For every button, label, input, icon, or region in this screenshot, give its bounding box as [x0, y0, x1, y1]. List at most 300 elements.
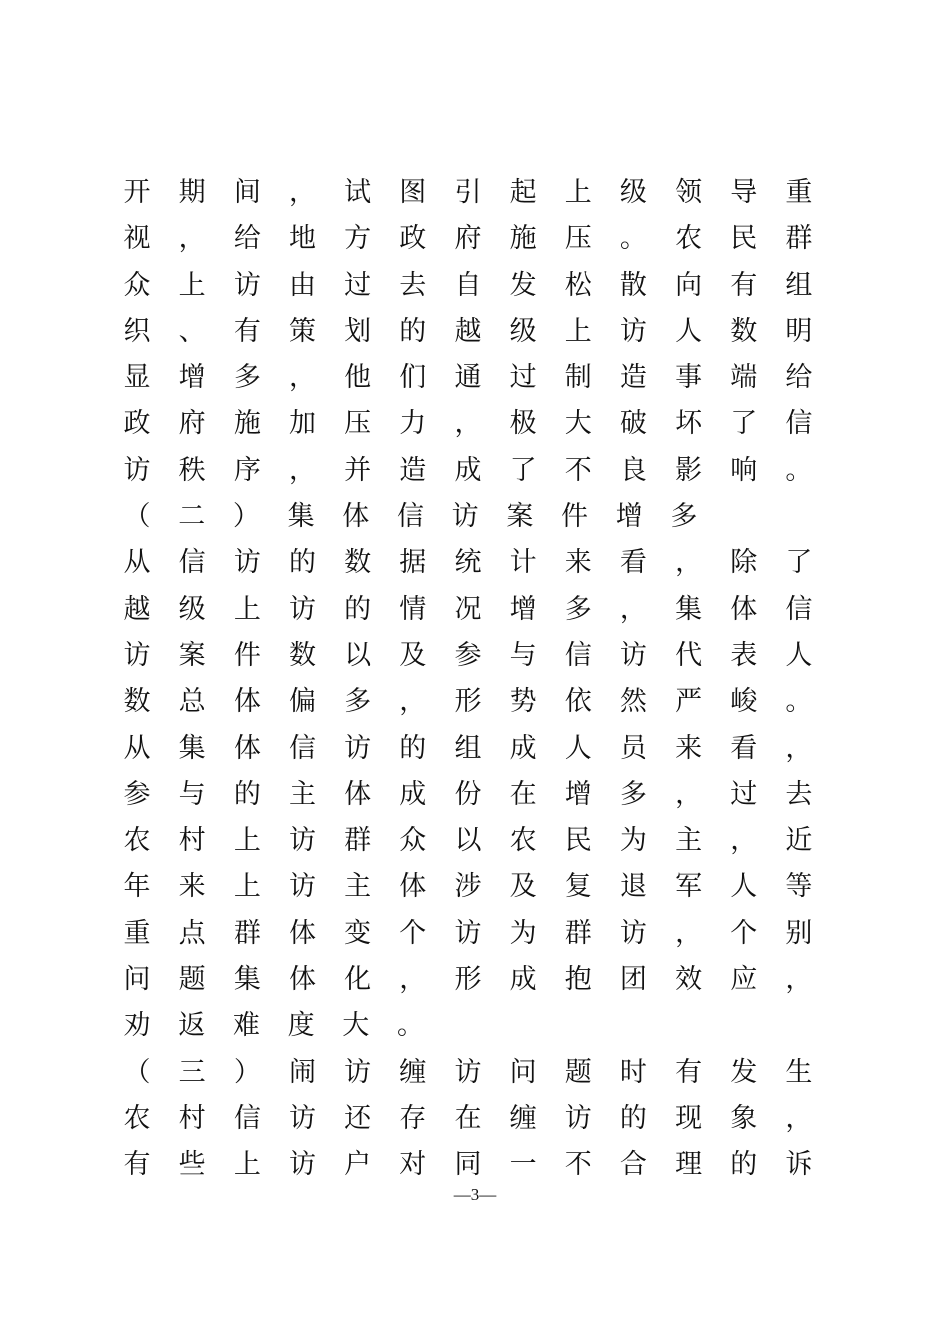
text-char: 成 [509, 964, 537, 996]
text-char: 群 [785, 223, 813, 255]
text-line [123, 401, 813, 447]
text-char: 政 [123, 408, 151, 440]
text-char: 农 [123, 1102, 151, 1134]
text-char: ， [288, 177, 316, 208]
text-char: 数 [123, 686, 151, 718]
text-char: 破 [619, 408, 647, 440]
text-char: 件 [233, 639, 261, 671]
text-char: 为 [619, 825, 647, 857]
text-char: 民 [564, 825, 592, 857]
text-char: 去 [785, 778, 813, 810]
text-char: 多 [233, 362, 261, 394]
text-char: 人 [785, 639, 813, 671]
text-char: 况 [454, 593, 482, 625]
text-char: 个 [730, 917, 758, 949]
text-char: 织 [123, 315, 151, 347]
text-char: 为 [509, 917, 537, 949]
text-char: 形 [454, 964, 482, 996]
text-char: 信 [233, 1102, 261, 1134]
text-char: 的 [399, 732, 427, 764]
text-char: 访 [288, 593, 316, 625]
text-char: 访 [123, 639, 151, 671]
text-char: 信 [564, 639, 592, 671]
text-char: 过 [344, 269, 372, 301]
text-char: 过 [730, 778, 758, 810]
text-char: （ [123, 501, 151, 533]
text-char: 起 [509, 177, 537, 208]
text-char: 响 [730, 454, 758, 486]
text-char: ， [454, 408, 482, 440]
text-char: 大 [564, 408, 592, 440]
text-char: 效 [675, 964, 703, 996]
text-char: 。 [619, 223, 647, 255]
text-char: 力 [399, 408, 427, 440]
text-char: 由 [288, 269, 316, 301]
text-char: 通 [454, 362, 482, 394]
text-char: ） [232, 501, 260, 533]
text-char: 越 [123, 593, 151, 625]
text-char: 了 [730, 408, 758, 440]
text-char: 了 [785, 547, 813, 579]
text-char: 及 [509, 871, 537, 903]
text-char: 成 [454, 454, 482, 486]
text-char: 去 [399, 269, 427, 301]
text-char: 偏 [288, 686, 316, 718]
text-char: 集 [233, 964, 261, 996]
text-char: 度 [287, 1010, 315, 1042]
text-char: 不 [564, 454, 592, 486]
text-char: 开 [123, 177, 151, 208]
text-char: 群 [233, 917, 261, 949]
text-char: ， [178, 223, 206, 255]
text-char: 应 [730, 964, 758, 996]
text-char: 户 [344, 1149, 372, 1181]
text-char: 个 [399, 917, 427, 949]
text-char: 压 [564, 223, 592, 255]
text-char: 难 [232, 1010, 260, 1042]
text-char: 势 [509, 686, 537, 718]
text-char: 间 [233, 177, 261, 208]
text-char: 。 [785, 686, 813, 718]
text-char: （ [123, 1056, 151, 1088]
text-char: 们 [399, 362, 427, 394]
text-char: 数 [730, 315, 758, 347]
text-line [123, 494, 813, 540]
text-line [123, 864, 813, 910]
text-char: 多 [344, 686, 372, 718]
text-char: 众 [123, 269, 151, 301]
text-char: 除 [730, 547, 758, 579]
text-char: 试 [344, 177, 372, 208]
text-char: 参 [123, 778, 151, 810]
text-char: 图 [399, 177, 427, 208]
text-char: 的 [344, 593, 372, 625]
text-char: 近 [785, 825, 813, 857]
text-char: 划 [344, 315, 372, 347]
text-char: ， [785, 964, 813, 996]
text-char: 别 [785, 917, 813, 949]
text-char: 返 [178, 1010, 206, 1042]
text-char: 明 [785, 315, 813, 347]
text-char: 有 [233, 315, 261, 347]
text-char: 良 [619, 454, 647, 486]
text-char: 村 [178, 825, 206, 857]
text-line [123, 448, 813, 494]
text-char: 组 [454, 732, 482, 764]
text-char: 大 [342, 1010, 370, 1042]
text-char: 数 [344, 547, 372, 579]
text-line [123, 1142, 813, 1188]
text-char: 象 [730, 1102, 758, 1134]
text-char: 有 [730, 269, 758, 301]
text-char: 松 [564, 269, 592, 301]
text-char: 重 [123, 917, 151, 949]
text-char: 人 [564, 732, 592, 764]
text-char: 体 [288, 964, 316, 996]
text-char: 计 [509, 547, 537, 579]
text-char: ， [288, 454, 316, 486]
text-char: 造 [399, 454, 427, 486]
text-char: 自 [454, 269, 482, 301]
text-char: 多 [564, 593, 592, 625]
text-char: 等 [785, 871, 813, 903]
text-char: 访 [344, 1056, 372, 1088]
text-line [123, 772, 813, 818]
text-char: 了 [509, 454, 537, 486]
text-char: 策 [288, 315, 316, 347]
text-char: 体 [730, 593, 758, 625]
text-char: 主 [675, 825, 703, 857]
text-char: 上 [233, 825, 261, 857]
text-char: 的 [619, 1102, 647, 1134]
text-char: 显 [123, 362, 151, 394]
text-char: 领 [675, 177, 703, 208]
text-char: 抱 [564, 964, 592, 996]
text-line [123, 1050, 813, 1096]
text-char: 上 [564, 315, 592, 347]
text-char: 制 [564, 362, 592, 394]
text-char: 同 [454, 1149, 482, 1181]
text-char: 地 [288, 223, 316, 255]
text-line [123, 679, 813, 725]
text-char: 。 [785, 454, 813, 486]
text-char: 越 [454, 315, 482, 347]
text-line [123, 1003, 813, 1049]
text-char: 访 [233, 269, 261, 301]
text-char: 访 [619, 315, 647, 347]
text-char: 增 [178, 362, 206, 394]
text-char: 信 [785, 408, 813, 440]
text-char: 成 [509, 732, 537, 764]
text-char: 总 [178, 686, 206, 718]
text-char: 员 [619, 732, 647, 764]
text-char: 有 [123, 1149, 151, 1181]
text-char: 访 [233, 547, 261, 579]
text-char: 秩 [178, 454, 206, 486]
text-char: 看 [730, 732, 758, 764]
text-char: 些 [178, 1149, 206, 1181]
body-text [123, 170, 813, 1189]
text-char: 以 [344, 639, 372, 671]
text-char: 及 [399, 639, 427, 671]
text-char: 时 [619, 1056, 647, 1088]
text-char: 体 [288, 917, 316, 949]
text-char: 上 [178, 269, 206, 301]
text-char: 给 [233, 223, 261, 255]
text-line [123, 726, 813, 772]
text-char: 信 [178, 547, 206, 579]
text-char: 体 [233, 732, 261, 764]
text-char: 以 [454, 825, 482, 857]
text-char: 府 [178, 408, 206, 440]
text-char: 村 [178, 1102, 206, 1134]
text-char: 访 [454, 1056, 482, 1088]
text-char: 向 [675, 269, 703, 301]
text-char: 访 [451, 501, 479, 533]
text-char: 施 [233, 408, 261, 440]
text-char: 多 [619, 778, 647, 810]
text-char: 他 [344, 362, 372, 394]
text-char: 发 [509, 269, 537, 301]
text-char: 形 [454, 686, 482, 718]
text-char: 并 [344, 454, 372, 486]
text-char: 依 [564, 686, 592, 718]
text-char: 表 [730, 639, 758, 671]
text-char: 访 [619, 639, 647, 671]
text-char: 给 [785, 362, 813, 394]
text-char: 增 [564, 778, 592, 810]
text-char: 变 [344, 917, 372, 949]
text-char: 不 [564, 1149, 592, 1181]
text-char: 极 [509, 408, 537, 440]
text-char: 群 [344, 825, 372, 857]
text-char: 代 [675, 639, 703, 671]
text-char: 存 [399, 1102, 427, 1134]
text-line [123, 309, 813, 355]
text-char: 主 [344, 871, 372, 903]
text-line [123, 957, 813, 1003]
text-char: 过 [509, 362, 537, 394]
text-line [123, 587, 813, 633]
text-char: 访 [454, 917, 482, 949]
text-char: 题 [564, 1056, 592, 1088]
text-char: 府 [454, 223, 482, 255]
text-char: 人 [675, 315, 703, 347]
text-char: 上 [233, 593, 261, 625]
text-char: 在 [454, 1102, 482, 1134]
text-char: 发 [730, 1056, 758, 1088]
text-char: 视 [123, 223, 151, 255]
text-char: 案 [506, 501, 534, 533]
text-char: 访 [123, 454, 151, 486]
text-char: 峻 [730, 686, 758, 718]
text-char: 合 [619, 1149, 647, 1181]
text-char: 据 [399, 547, 427, 579]
text-char: 闹 [288, 1056, 316, 1088]
text-char: 组 [785, 269, 813, 301]
text-char: 增 [615, 501, 643, 533]
text-char: 缠 [509, 1102, 537, 1134]
text-char: 退 [619, 871, 647, 903]
text-char: ， [675, 547, 703, 579]
text-char: 还 [344, 1102, 372, 1134]
text-line [123, 170, 813, 216]
text-char: 点 [178, 917, 206, 949]
text-char: 体 [342, 501, 370, 533]
text-char: 上 [564, 177, 592, 208]
text-char: 加 [288, 408, 316, 440]
text-char: 缠 [399, 1056, 427, 1088]
text-char: 生 [785, 1056, 813, 1088]
text-char: ， [619, 593, 647, 625]
text-char: ） [233, 1056, 261, 1088]
text-line [123, 633, 813, 679]
text-char: 政 [399, 223, 427, 255]
text-char: 体 [399, 871, 427, 903]
text-char: 理 [675, 1149, 703, 1181]
text-char: 有 [675, 1056, 703, 1088]
text-char: 访 [288, 871, 316, 903]
text-char: 农 [675, 223, 703, 255]
text-char: 压 [344, 408, 372, 440]
text-char: 的 [288, 547, 316, 579]
text-char: 众 [399, 825, 427, 857]
text-char: 事 [675, 362, 703, 394]
text-char: 涉 [454, 871, 482, 903]
text-char: 方 [344, 223, 372, 255]
text-char: 上 [233, 871, 261, 903]
text-char: 成 [399, 778, 427, 810]
text-char: 从 [123, 547, 151, 579]
text-char: ， [399, 964, 427, 996]
text-char: 访 [288, 825, 316, 857]
text-char: 增 [509, 593, 537, 625]
text-char: 数 [288, 639, 316, 671]
text-char: 一 [509, 1149, 537, 1181]
text-char: 民 [730, 223, 758, 255]
text-char: 问 [123, 964, 151, 996]
text-char: ， [675, 778, 703, 810]
text-char: ， [675, 917, 703, 949]
text-char: 来 [178, 871, 206, 903]
text-char: 题 [178, 964, 206, 996]
text-char: 农 [123, 825, 151, 857]
text-char: 与 [178, 778, 206, 810]
text-char: 群 [564, 917, 592, 949]
text-char: 级 [619, 177, 647, 208]
text-char: 体 [233, 686, 261, 718]
text-line [123, 540, 813, 586]
text-char: 化 [344, 964, 372, 996]
text-char: 在 [509, 778, 537, 810]
text-line [123, 1096, 813, 1142]
text-char: 、 [178, 315, 206, 347]
text-char: 级 [178, 593, 206, 625]
text-char: 团 [619, 964, 647, 996]
text-char: 份 [454, 778, 482, 810]
text-char: 施 [509, 223, 537, 255]
text-char: ， [785, 1102, 813, 1134]
text-char: 信 [785, 593, 813, 625]
text-char: 的 [399, 315, 427, 347]
text-char: 农 [509, 825, 537, 857]
text-char: 案 [178, 639, 206, 671]
text-char: 年 [123, 871, 151, 903]
text-char: 看 [619, 547, 647, 579]
text-char: 。 [396, 1010, 424, 1042]
text-char: 上 [233, 1149, 261, 1181]
text-char: ， [399, 686, 427, 718]
text-char: 影 [675, 454, 703, 486]
text-char: 访 [288, 1149, 316, 1181]
text-line [123, 355, 813, 401]
text-char: 二 [178, 501, 206, 533]
text-char: 问 [509, 1056, 537, 1088]
text-char: 情 [399, 593, 427, 625]
text-char: 来 [564, 547, 592, 579]
text-char: ， [785, 732, 813, 764]
text-char: 主 [288, 778, 316, 810]
text-char: 体 [344, 778, 372, 810]
text-char: 散 [619, 269, 647, 301]
text-char: ， [288, 362, 316, 394]
text-char: 引 [454, 177, 482, 208]
text-char: 然 [619, 686, 647, 718]
text-char: 劝 [123, 1010, 151, 1042]
text-char: 集 [675, 593, 703, 625]
text-char: 的 [730, 1149, 758, 1181]
text-char: 集 [287, 501, 315, 533]
text-char: 三 [178, 1056, 206, 1088]
text-char: 信 [288, 732, 316, 764]
text-char: 访 [288, 1102, 316, 1134]
text-char: 重 [785, 177, 813, 208]
text-char: 访 [344, 732, 372, 764]
text-char: 人 [730, 871, 758, 903]
text-line [123, 263, 813, 309]
text-char: 复 [564, 871, 592, 903]
text-line [123, 911, 813, 957]
text-char: 导 [730, 177, 758, 208]
page-number: —3— [453, 1185, 497, 1204]
text-line [123, 818, 813, 864]
text-char: 序 [233, 454, 261, 486]
text-char: 级 [509, 315, 537, 347]
text-char: 期 [178, 177, 206, 208]
text-char: 端 [730, 362, 758, 394]
text-char: 军 [675, 871, 703, 903]
text-line [123, 216, 813, 262]
text-char: ， [730, 825, 758, 857]
text-char: 的 [233, 778, 261, 810]
text-char: 件 [561, 501, 588, 533]
text-char: 访 [619, 917, 647, 949]
text-char: 统 [454, 547, 482, 579]
text-char: 坏 [675, 408, 703, 440]
text-char: 参 [454, 639, 482, 671]
text-char: 对 [399, 1149, 427, 1181]
text-char: 集 [178, 732, 206, 764]
text-char: 从 [123, 732, 151, 764]
text-char: 诉 [785, 1149, 813, 1181]
text-char: 信 [396, 501, 424, 533]
text-char: 多 [670, 501, 698, 533]
text-char: 访 [564, 1102, 592, 1134]
text-char: 现 [675, 1102, 703, 1134]
text-char: 严 [675, 686, 703, 718]
text-char: 造 [619, 362, 647, 394]
text-char: 与 [509, 639, 537, 671]
